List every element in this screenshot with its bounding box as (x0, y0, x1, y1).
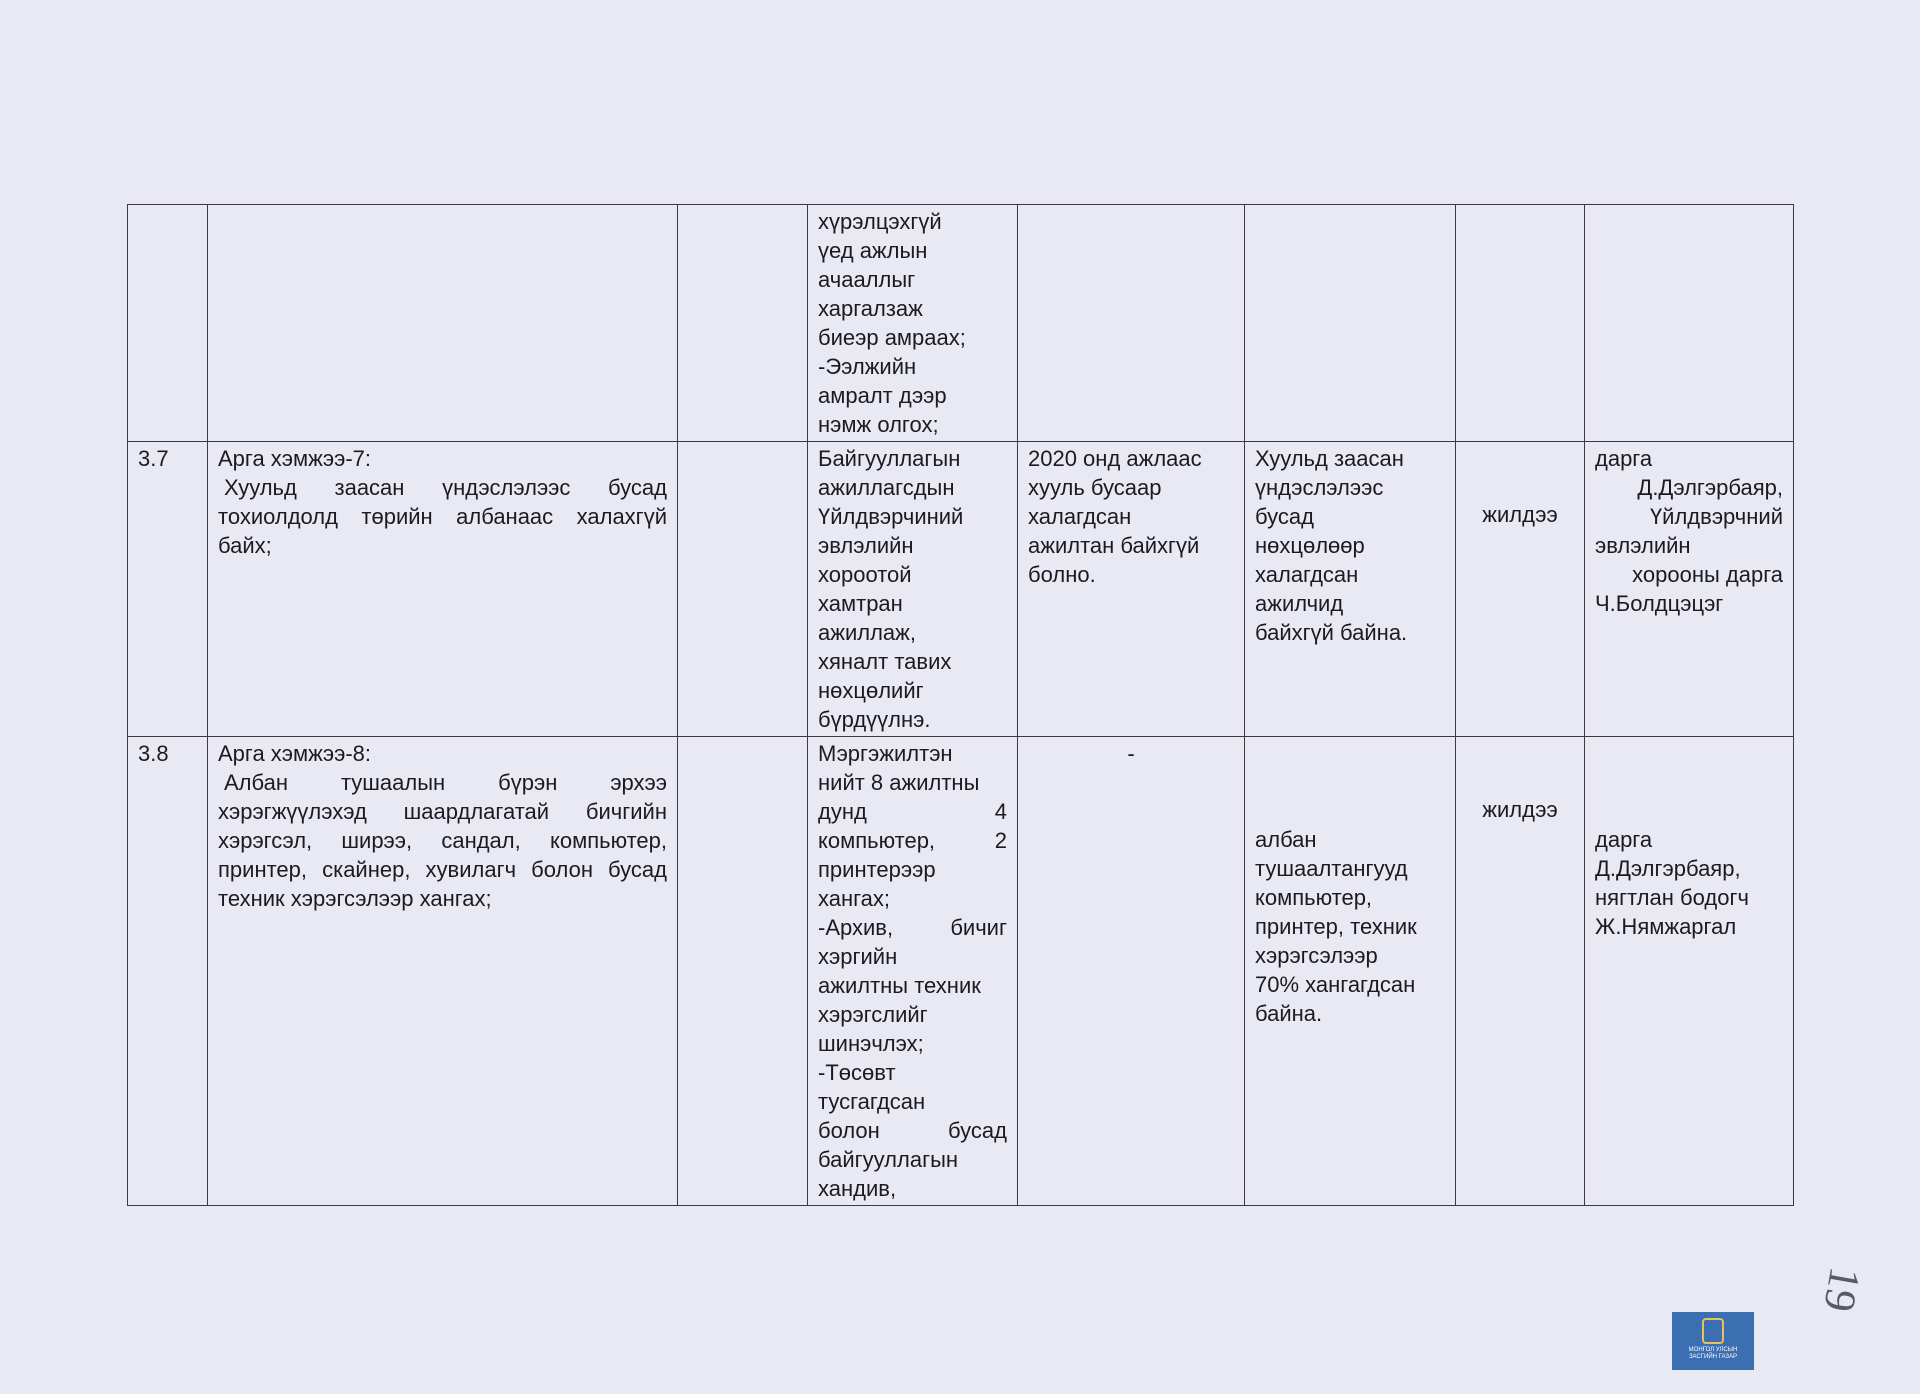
text-line: 70% хангагдсан (1255, 972, 1416, 997)
period-cell: жилдээ (1456, 737, 1585, 1206)
activities-cell (808, 205, 1018, 442)
text-line: Үйлдвэрчиний (818, 504, 964, 529)
text-line: Мэргэжилтэн (818, 741, 953, 766)
text-line: ажиллагсдын (818, 475, 955, 500)
text-line: хороотой (818, 562, 912, 587)
text-line: принтерээр (818, 857, 936, 882)
measure-title: Арга хэмжээ-7: (218, 446, 371, 471)
table-row (128, 737, 1794, 1206)
text-line: нөхцөлийг (818, 678, 924, 703)
soyombo-emblem-icon (1702, 1318, 1724, 1344)
logo-text-line: МОНГОЛ УЛСЫН (1688, 1347, 1738, 1353)
result-cell: - (1018, 737, 1245, 1206)
text-line: -Архив, бичиг (818, 915, 1007, 940)
text-line: нийт 8 ажилтны (818, 770, 980, 795)
text-line: шинэчлэх; (818, 1031, 924, 1056)
period-cell: жилдээ (1456, 442, 1585, 737)
text-line: Хуульд заасан (1255, 446, 1404, 471)
text-line: ачааллыг (818, 267, 916, 292)
text-line: нягтлан бодогч (1595, 885, 1749, 910)
text-line: эвлэлийн (818, 533, 914, 558)
empty-cell (678, 737, 808, 1206)
text-line: үндэслэлээс (1255, 475, 1384, 500)
text-line: бусад (1255, 504, 1314, 529)
text-line: Байгууллагын (818, 446, 961, 471)
text-line: эвлэлийн (1595, 533, 1691, 558)
text-line: хууль бусаар (1028, 475, 1162, 500)
number-cell: 3.7 (128, 442, 208, 737)
activities-cell (808, 737, 1018, 1206)
text-line: халагдсан (1028, 504, 1132, 529)
text-line: амралт дээр (818, 383, 947, 408)
text-line: компьютер, 2 (818, 828, 1007, 853)
text-line: хяналт тавих (818, 649, 952, 674)
measure-title: Арга хэмжээ-8: (218, 741, 371, 766)
text-line: компьютер, (1255, 885, 1373, 910)
text-line: болно. (1028, 562, 1096, 587)
indicator-cell (1245, 737, 1456, 1206)
text-line: тушаалтангууд (1255, 856, 1408, 881)
measure-cell (208, 442, 678, 737)
action-plan-table (127, 204, 1794, 1206)
text-line: Үйлдвэрчний (1649, 504, 1783, 529)
period-cell (1456, 205, 1585, 442)
text-line: ажилтны техник (818, 973, 981, 998)
text-line: хангах; (818, 886, 891, 911)
text-line: -Төсөвт (818, 1060, 896, 1085)
responsible-cell (1585, 205, 1794, 442)
text-line: -Ээлжийн (818, 354, 917, 379)
measure-cell (208, 737, 678, 1206)
text-line: харгалзаж (818, 296, 923, 321)
text-line: байна. (1255, 1001, 1323, 1026)
logo-text-line: ЗАСГИЙН ГАЗАР (1688, 1354, 1738, 1360)
text-line: байхгүй байна. (1255, 620, 1408, 645)
text-line: нөхцөлөөр (1255, 533, 1365, 558)
indicator-cell (1245, 442, 1456, 737)
text-line: үед ажлын (818, 238, 928, 263)
activities-cell (808, 442, 1018, 737)
text-line: Ч.Болдцэцэг (1595, 591, 1724, 616)
text-line: Д.Дэлгэрбаяр, (1637, 475, 1783, 500)
text-line: халагдсан (1255, 562, 1359, 587)
text-line: хэрэгсэлээр (1255, 943, 1378, 968)
text-line: болон бусад (818, 1118, 1007, 1143)
text-line: байгууллагын (818, 1147, 959, 1172)
result-cell (1018, 442, 1245, 737)
text-line: 2020 онд ажлаас (1028, 446, 1202, 471)
text-line: тусгагдсан (818, 1089, 926, 1114)
text-line: хамтран (818, 591, 903, 616)
indicator-cell (1245, 205, 1456, 442)
empty-cell (678, 205, 808, 442)
measure-text: Хуульд заасан үндэслэлээс бусад тохиолдолд төрийн албанаас халахгүй байх; (218, 475, 667, 558)
page-number: 19 (1814, 1263, 1870, 1316)
text-line: биеэр амраах; (818, 325, 966, 350)
text-line: хүрэлцэхгүй (818, 209, 942, 234)
text-line: албан (1255, 827, 1317, 852)
result-cell (1018, 205, 1245, 442)
responsible-cell (1585, 442, 1794, 737)
text-line: хорооны дарга (1632, 562, 1783, 587)
text-line: дунд 4 (818, 799, 1007, 824)
number-cell (128, 205, 208, 442)
text-line: дарга (1595, 446, 1653, 471)
text-line: дарга (1595, 827, 1653, 852)
table-row (128, 205, 1794, 442)
text-line: хэрэгслийг (818, 1002, 928, 1027)
number-cell: 3.8 (128, 737, 208, 1206)
text-line: бүрдүүлнэ. (818, 707, 931, 732)
measure-text: Албан тушаалын бүрэн эрхээ хэрэгжүүлэхэд шаардлагатай бичгийн хэрэгсэл, ширээ, сандал, компьютер, принтер, скайнер, хувилагч болон бусад техник хэрэгсэлээр хангах; (218, 770, 667, 911)
government-logo (1672, 1312, 1754, 1370)
text-line: нэмж олгох; (818, 412, 939, 437)
text-line: Ж.Нямжаргал (1595, 914, 1737, 939)
responsible-cell (1585, 737, 1794, 1206)
text-line: принтер, техник (1255, 914, 1417, 939)
text-line: ажилтан байхгүй (1028, 533, 1200, 558)
measure-cell (208, 205, 678, 442)
table-row (128, 442, 1794, 737)
empty-cell (678, 442, 808, 737)
text-line: хандив, (818, 1176, 897, 1201)
text-line: ажиллаж, (818, 620, 916, 645)
text-line: ажилчид (1255, 591, 1344, 616)
text-line: Д.Дэлгэрбаяр, (1595, 856, 1741, 881)
text-line: хэргийн (818, 944, 898, 969)
